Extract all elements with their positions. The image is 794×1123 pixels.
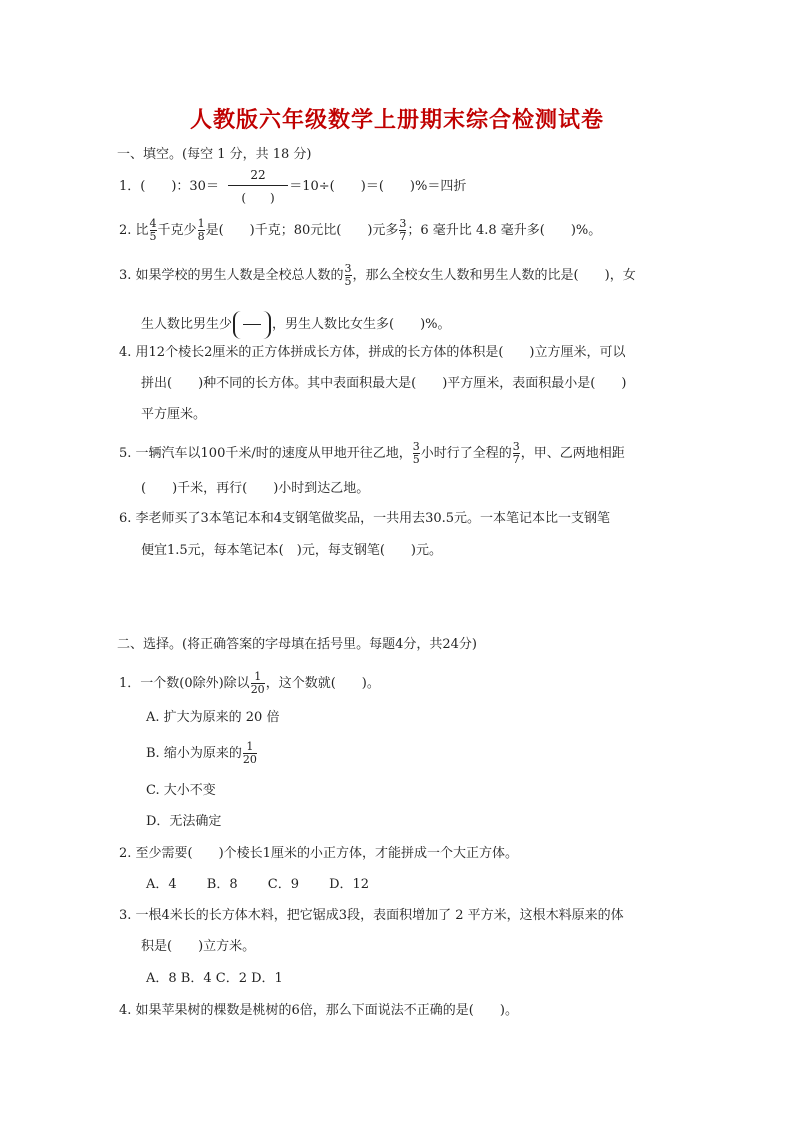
section1-heading: 一、填空。(每空 1 分，共 18 分) xyxy=(117,147,312,162)
s1-q2 xyxy=(119,218,601,243)
s1-q3-part-a: 3. 如果学校的男生人数是全校总人数的 xyxy=(119,268,344,283)
s1-q2-part-c: 是( )千克；80元比( )元多 xyxy=(205,223,399,238)
fraction xyxy=(513,441,520,466)
s2-q3-line2: 积是( )立方米。 xyxy=(141,939,256,954)
s1-q3-part-d: ，男生人数比女生多( )%。 xyxy=(272,317,451,332)
s2-q1 xyxy=(119,671,380,696)
s1-q5-part-b: 小时行了全程的 xyxy=(420,446,512,461)
s1-q4-line3: 平方厘米。 xyxy=(141,407,207,422)
s1-q5-part-c: ，甲、乙两地相距 xyxy=(520,446,625,461)
s2-q1-option-a: A. 扩大为原来的 20 倍 xyxy=(146,710,280,725)
s1-q6-line2: 便宜1.5元，每本笔记本( )元，每支钢笔( )元。 xyxy=(141,543,442,558)
s1-q1-part-a: 1．( )：30＝ xyxy=(119,179,219,194)
frac-den: 7 xyxy=(399,230,407,243)
frac-num: 3 xyxy=(399,217,407,230)
s1-q4-line1: 4. 用12个棱长2厘米的正方体拼成长方体，拼成的长方体的体积是( )立方厘米，可以 xyxy=(119,345,626,360)
frac-num: 3 xyxy=(412,440,420,453)
frac-num: 3 xyxy=(344,262,352,275)
s1-q3-line1 xyxy=(119,263,636,288)
s2-q2-options: A．4 B．8 C．9 D．12 xyxy=(146,877,370,892)
fraction xyxy=(251,671,265,696)
s1-q1 xyxy=(119,179,466,195)
frac-den: 5 xyxy=(344,275,352,288)
fraction xyxy=(345,263,352,288)
s2-q1-part-b: ，这个数就( )。 xyxy=(265,676,380,691)
s1-q1-frac-den: ( ) xyxy=(241,191,275,205)
fraction xyxy=(413,441,420,466)
frac-num: 1 xyxy=(246,740,254,753)
s1-q3-part-b: ，那么全校女生人数和男生人数的比是( )，女 xyxy=(352,268,636,283)
s1-q2-part-a: 2. 比 xyxy=(119,223,149,238)
frac-den: 5 xyxy=(412,453,420,466)
s2-q3-options: A．8 B．4 C．2 D．1 xyxy=(146,971,283,986)
s2-q3-line1: 3. 一根4米长的长方体木料，把它锯成3段，表面积增加了 2 平方米，这根木料原来的体 xyxy=(119,908,624,923)
fraction xyxy=(198,218,205,243)
s1-q5-part-a: 5. 一辆汽车以100千米/时的速度从甲地开往乙地， xyxy=(119,446,412,461)
s1-q2-part-b: 千克少 xyxy=(157,223,197,238)
s2-q1-option-b xyxy=(146,741,258,766)
frac-den: 5 xyxy=(149,230,157,243)
s2-q1-part-a: 1．一个数(0除外)除以 xyxy=(119,676,250,691)
s1-q5-line2: ( )千米，再行( )小时到达乙地。 xyxy=(141,481,370,496)
frac-num: 3 xyxy=(512,440,520,453)
frac-den: 7 xyxy=(512,453,520,466)
s1-q4-line2: 拼出( )种不同的长方体。其中表面积最大是( )平方厘米，表面积最小是( ) xyxy=(141,376,627,391)
s1-q3-part-c: 生人数比男生少 xyxy=(141,317,233,332)
s1-q6-line1: 6. 李老师买了3本笔记本和4支钢笔做奖品，一共用去30.5元。一本笔记本比一支钢笔 xyxy=(119,511,611,526)
s2-q4: 4. 如果苹果树的棵数是桃树的6倍，那么下面说法不正确的是( )。 xyxy=(119,1003,518,1018)
s1-q2-part-d: ；6 毫升比 4.8 毫升多( )%。 xyxy=(407,223,602,238)
option-text: B. 缩小为原来的 xyxy=(146,746,242,761)
fraction xyxy=(243,741,257,766)
frac-num: 1 xyxy=(254,670,262,683)
s1-q3-line2 xyxy=(141,310,451,340)
s1-q1-fraction xyxy=(228,168,288,206)
frac-num: 4 xyxy=(149,217,157,230)
s1-q5-line1 xyxy=(119,441,625,466)
s1-q1-part-b: ＝10÷( )＝( )%＝四折 xyxy=(289,179,467,194)
fraction-blank-box xyxy=(233,311,271,339)
section2-heading: 二、选择。(将正确答案的字母填在括号里。每题4分，共24分) xyxy=(117,637,477,652)
frac-den: 8 xyxy=(197,230,205,243)
s1-q1-frac-num: 22 xyxy=(250,168,266,182)
s2-q1-option-c: C. 大小不变 xyxy=(146,783,216,798)
s2-q1-option-d: D．无法确定 xyxy=(146,814,222,829)
fraction xyxy=(150,218,157,243)
fraction-bar xyxy=(228,185,288,186)
page-title: 人教版六年级数学上册期末综合检测试卷 xyxy=(189,108,604,133)
frac-den: 20 xyxy=(242,753,257,766)
s2-q2: 2. 至少需要( )个棱长1厘米的小正方体，才能拼成一个大正方体。 xyxy=(119,846,518,861)
fraction xyxy=(399,218,406,243)
frac-num: 1 xyxy=(197,217,205,230)
frac-den: 20 xyxy=(250,683,265,696)
